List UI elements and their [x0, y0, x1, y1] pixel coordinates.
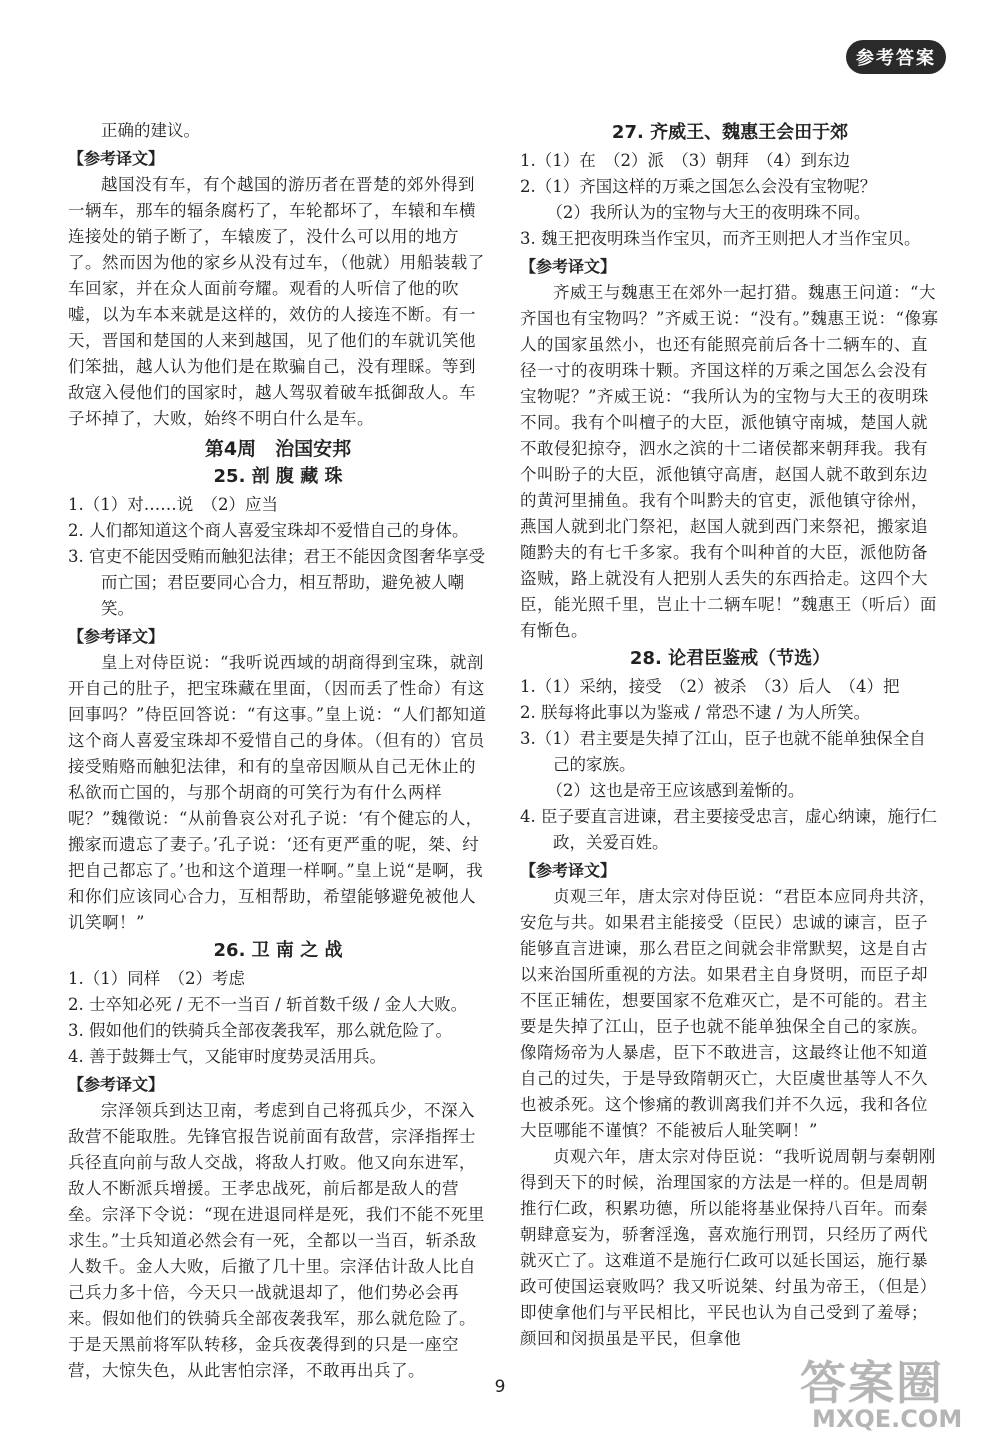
- answer-item: 2. 士卒知必死 / 无不一当百 / 斩首数千级 / 金人大败。: [68, 995, 468, 1014]
- translation-paragraph: 皇上对侍臣说：“我听说西域的胡商得到宝珠，就剖开自己的肚子，把宝珠藏在里面，（因而丢了性命）有这回事吗？”侍臣回答说：“有这事。”皇上说：“人们都知道这个商人喜爱宝珠却不爱惜自己的身体。（但有的）官员接受贿赂而触犯法律，和有的皇帝因顺从自己无休止的私欲而亡国的，与那个胡商的可笑行为有什么两样呢？”魏徵说：“从前鲁哀公对孔子说：‘有个健忘的人，搬家而遗忘了妻子。’孔子说：‘还有更严重的呢，桀、纣把自己都忘了。’也和这个道理一样啊。”皇上说“是啊，我和你们应该同心合力，互相帮助，希望能够避免被他人讥笑啊！”: [68, 653, 487, 932]
- answer-item: 3. 官吏不能因受贿而触犯法律；君王不能因贪图奢华享受而亡国；君臣要同心合力，相互帮助，避免被人嘲笑。: [68, 547, 485, 618]
- answer-item: 3. 魏王把夜明珠当作宝贝，而齐王则把人才当作宝贝。: [520, 229, 921, 248]
- section-tag: 【参考译文】: [520, 257, 617, 276]
- section-tag: 【参考译文】: [68, 149, 165, 168]
- translation-paragraph: 越国没有车，有个越国的游历者在晋楚的郊外得到一辆车，那车的辐条腐朽了，车轮都坏了，车辕和车横连接处的销子断了，车辕废了，没什么可以用的地方了。然而因为他的家乡从没有过车，（他就）用船装载了车回家，并在众人面前夸耀。观看的人听信了他的吹嘘，以为车本来就是这样的，效仿的人接连不断。有一天，晋国和楚国的人来到越国，见了他们的车就讥笑他们笨拙，越人认为他们是在欺骗自己，没有理睬。等到敌寇入侵他们的国家时，越人驾驭着破车抵御敌人。车子坏掉了，大败，始终不明白什么是车。: [68, 175, 485, 428]
- watermark-url: MXQE.COM: [812, 1405, 963, 1433]
- answer-item: 3. 假如他们的铁骑兵全部夜袭我军，那么就危险了。: [68, 1021, 452, 1040]
- answer-item: 2.（1）齐国这样的万乘之国怎么会没有宝物呢？: [520, 177, 877, 196]
- translation-paragraph: 宗泽领兵到达卫南，考虑到自己将孤兵少，不深入敌营不能取胜。先锋官报告说前面有敌营，宗泽指挥士兵径直向前与敌人交战，将敌人打败。他又向东进军，敌人不断派兵增援。王孝忠战死，前后都是敌人的营垒。宗泽下令说：“现在进退同样是死，我们不能不死里求生。”士兵知道必然会有一死，全都以一当百，斩杀敌人数千。金人大败，后撤了几十里。宗泽估计敌人比自己兵力多十倍，今天只一战就退却了，他们势必会再来。假如他们的铁骑兵全部夜袭我军，那么就危险了。于是天黑前将军队转移，金兵夜袭得到的只是一座空营，大惊失色，从此害怕宗泽，不敢再出兵了。: [68, 1101, 485, 1380]
- answer-item: 1.（1）采纳，接受 （2）被杀 （3）后人 （4）把: [520, 677, 900, 696]
- section-tag: 【参考译文】: [68, 1075, 165, 1094]
- left-column: [68, 118, 488, 1384]
- continued-line: 正确的建议。: [101, 121, 200, 140]
- translation-paragraph: 齐威王与魏惠王在郊外一起打猎。魏惠王问道：“大齐国也有宝物吗？”齐威王说：“没有。”魏惠王说：“像寡人的国家虽然小，也还有能照亮前后各十二辆车的、直径一寸的夜明珠十颗。齐国这样的万乘之国怎么会没有宝物呢？”齐威王说：“我所认为的宝物与大王的夜明珠不同。我有个叫檀子的大臣，派他镇守南城，楚国人就不敢侵犯掠夺，泗水之滨的十二诸侯都来朝拜我。我有个叫盼子的大臣，派他镇守高唐，赵国人就不敢到东边的黄河里捕鱼。我有个叫黔夫的官吏，派他镇守徐州，燕国人就到北门祭祀，赵国人就到西门来祭祀，搬家追随黔夫的有七千多家。我有个叫种首的大臣，派他防备盗贼，路上就没有人把别人丢失的东西拾走。这四个大臣，能光照千里，岂止十二辆车呢！”魏惠王（听后）面有惭色。: [520, 283, 939, 640]
- answer-item: 3.（1）君主要是失掉了江山，臣子也就不能单独保全自己的家族。: [520, 729, 926, 774]
- answer-item: 2. 人们都知道这个商人喜爱宝珠却不爱惜自己的身体。: [68, 521, 469, 540]
- section-title-27: 27. 齐威王、魏惠王会田于郊: [611, 122, 849, 143]
- answer-badge: 参考答案: [846, 40, 946, 74]
- section-title-26: 26. 卫 南 之 战: [213, 940, 343, 961]
- translation-paragraph: 贞观三年，唐太宗对侍臣说：“君臣本应同舟共济，安危与共。如果君主能接受（臣民）忠诚的谏言，臣子能够直言进谏，那么君臣之间就会非常默契，这是自古以来治国所重视的方法。如果君主自身贤明，而臣子却不匡正辅佐，想要国家不危难灭亡，是不可能的。君主要是失掉了江山，臣子也就不能单独保全自己的家族。像隋炀帝为人暴虐，臣下不敢进言，这最终让他不知道自己的过失，于是导致隋朝灭亡，大臣虞世基等人不久也被杀死。这个惨痛的教训离我们并不久远，我和各位大臣哪能不谨慎？不能被后人耻笑啊！”: [520, 887, 936, 1140]
- week-heading: 第4周 治国安邦: [204, 438, 352, 460]
- answer-item: 1.（1）同样 （2）考虑: [68, 969, 245, 988]
- answer-item: 1.（1）在 （2）派 （3）朝拜 （4）到东边: [520, 151, 850, 170]
- right-column: [520, 118, 940, 1352]
- answer-item: 1.（1）对……说 （2）应当: [68, 495, 278, 514]
- page-number: 9: [494, 1377, 506, 1397]
- answer-item: 4. 善于鼓舞士气，又能审时度势灵活用兵。: [68, 1047, 386, 1066]
- watermark-text: 答案圈: [800, 1356, 944, 1410]
- answer-subitem: （2）这也是帝王应该感到羞惭的。: [546, 781, 805, 800]
- section-tag: 【参考译文】: [520, 861, 617, 880]
- answer-item: 4. 臣子要直言进谏，君主要接受忠言，虚心纳谏，施行仁政，关爱百姓。: [520, 807, 937, 852]
- section-tag: 【参考译文】: [68, 627, 165, 646]
- watermark-logo: [792, 1347, 992, 1433]
- section-title-25: 25. 剖 腹 藏 珠: [213, 466, 343, 487]
- translation-paragraph: 贞观六年，唐太宗对侍臣说：“我听说周朝与秦朝刚得到天下的时候，治理国家的方法是一样的。但是周朝推行仁政，积累功德，所以能将基业保持八百年。而秦朝肆意妄为，骄奢淫逸，喜欢施行刑罚，只经历了两代就灭亡了。这难道不是施行仁政可以延长国运，施行暴政可使国运衰败吗？我又听说桀、纣虽为帝王，（但是）即使拿他们与平民相比，平民也认为自己受到了羞辱；颜回和闵损虽是平民，但拿他: [520, 1147, 937, 1348]
- section-title-28: 28. 论君臣鉴戒（节选）: [629, 648, 831, 669]
- answer-item: 2. 朕每将此事以为鉴戒 / 常恐不逮 / 为人所笑。: [520, 703, 871, 722]
- answer-subitem: （2）我所认为的宝物与大王的夜明珠不同。: [546, 203, 871, 222]
